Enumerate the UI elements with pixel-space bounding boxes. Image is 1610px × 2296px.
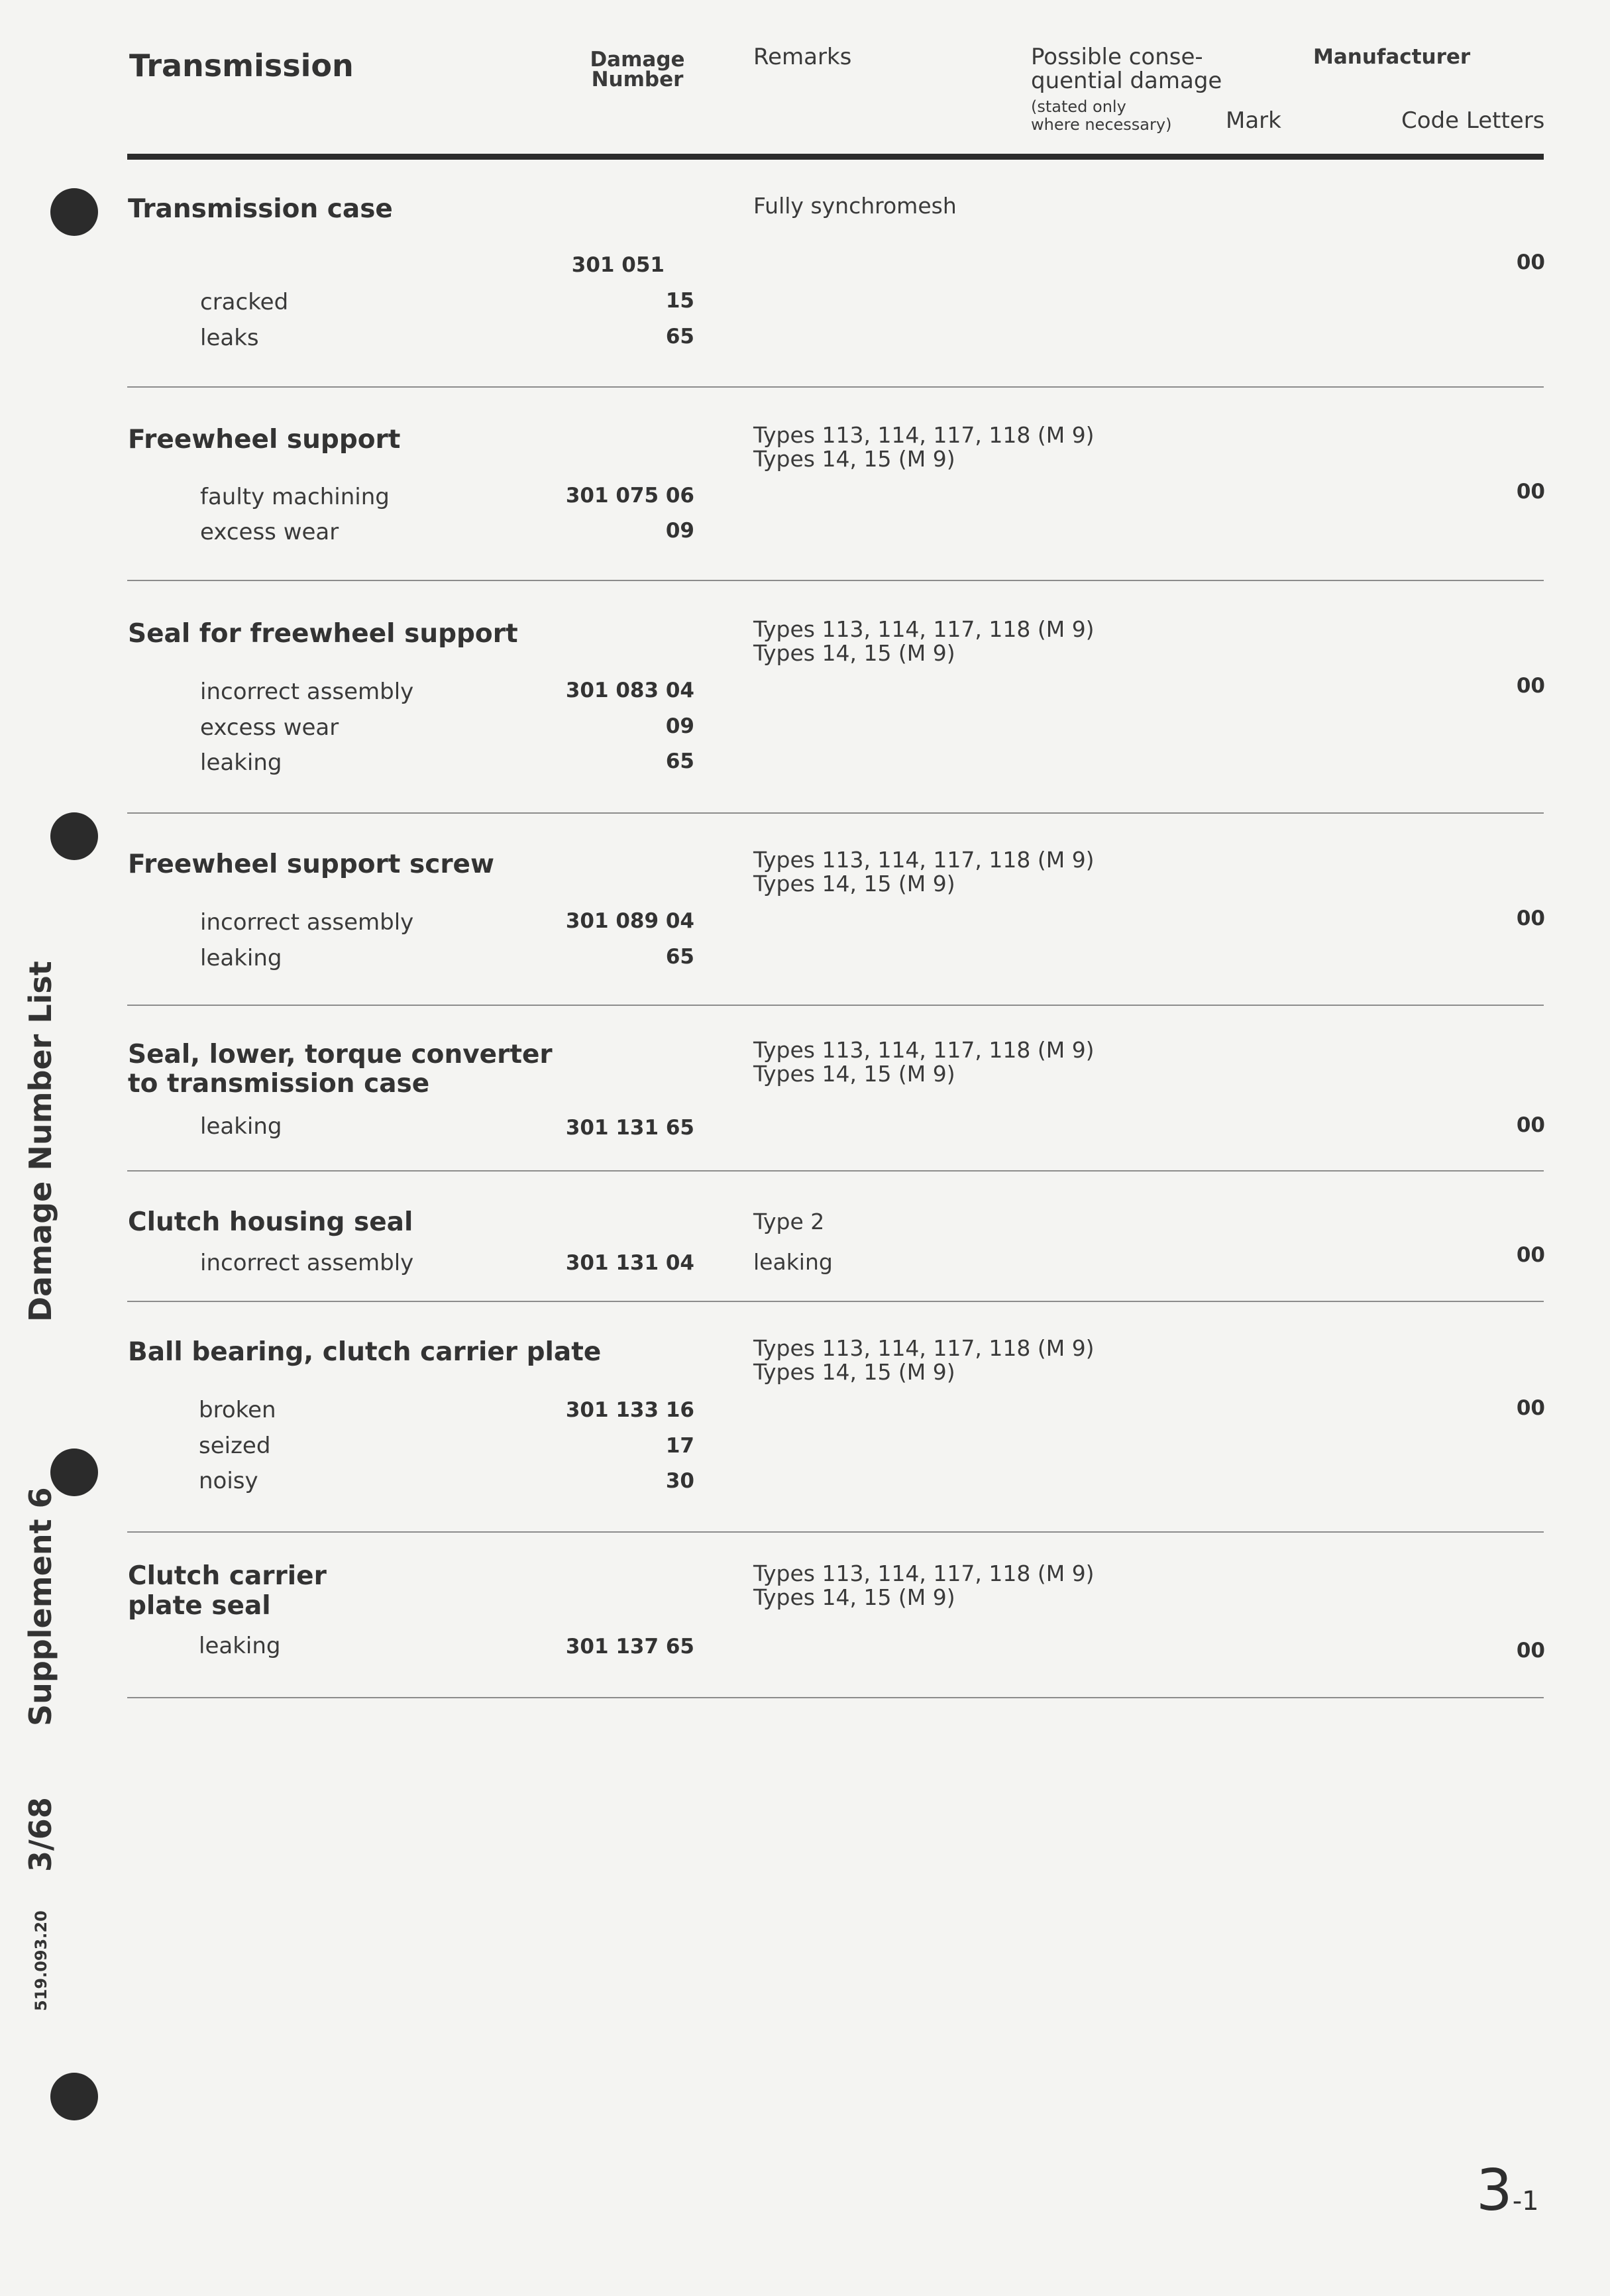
sidebar-doc-number: 519.093.20 [32, 1910, 50, 2011]
manufacturer-heading: Manufacturer [1313, 45, 1471, 69]
code-letters: 00 [1516, 1396, 1545, 1420]
section-remark: Types 14, 15 (M 9) [753, 640, 955, 666]
damage-item-number: 301 137 65 [565, 1635, 694, 1659]
section-remark: Fully synchromesh [753, 193, 957, 219]
damage-item-number: 301 131 04 [565, 1251, 694, 1275]
damage-item-label: excess wear [200, 519, 339, 545]
damage-number-heading-line1: Damage [590, 48, 685, 72]
section-divider [127, 1005, 1544, 1006]
section-title: Seal for freewheel support [128, 619, 518, 649]
stated-note-line1: (stated only [1031, 97, 1126, 116]
section-title-line2: to transmission case [128, 1069, 430, 1099]
section-title: Freewheel support screw [128, 849, 495, 879]
page-title: Transmission [129, 48, 354, 83]
damage-number-heading [578, 48, 697, 91]
code-letters: 00 [1516, 1639, 1545, 1663]
damage-item-number: 17 [665, 1434, 694, 1458]
damage-item-label: seized [199, 1433, 271, 1459]
section-remark: Types 14, 15 (M 9) [753, 1359, 955, 1385]
damage-item-label: incorrect assembly [200, 679, 414, 705]
section-title: Ball bearing, clutch carrier plate [128, 1337, 602, 1367]
damage-number-base: 301 051 [571, 253, 665, 277]
section-remark: Type 2 [753, 1209, 825, 1234]
section-remark: Types 14, 15 (M 9) [753, 446, 955, 472]
code-letters: 00 [1516, 1243, 1545, 1267]
header-rule [127, 154, 1544, 160]
section-title-line1: Seal, lower, torque converter [128, 1040, 553, 1069]
section-remark: Types 113, 114, 117, 118 (M 9) [753, 616, 1095, 642]
damage-item-label: noisy [199, 1468, 258, 1494]
damage-item-number: 09 [665, 519, 694, 543]
code-letters: 00 [1516, 250, 1545, 274]
damage-item-number: 301 133 16 [565, 1398, 694, 1422]
sidebar-date: 3/68 [23, 1797, 58, 1872]
damage-item-label: broken [199, 1397, 276, 1423]
remarks-heading: Remarks [753, 44, 852, 70]
damage-item-label: leaking [200, 1113, 282, 1140]
code-letters: 00 [1516, 906, 1545, 930]
damage-item-number: 65 [665, 945, 694, 969]
section-remark: Types 113, 114, 117, 118 (M 9) [753, 1335, 1095, 1361]
sidebar-list-title: Damage Number List [23, 961, 58, 1322]
damage-item-number: 301 075 06 [565, 484, 694, 508]
consequential-heading-line2: quential damage [1031, 68, 1222, 94]
section-title-line1: Clutch carrier [128, 1561, 327, 1591]
binder-hole [50, 2073, 98, 2120]
damage-item-number: 09 [665, 714, 694, 738]
section-divider [127, 386, 1544, 388]
damage-item-number: 65 [665, 749, 694, 773]
damage-item-label: leaking [200, 945, 282, 971]
section-remark: leaking [753, 1249, 833, 1275]
section-divider [127, 1697, 1544, 1698]
section-remark: Types 113, 114, 117, 118 (M 9) [753, 1037, 1095, 1063]
damage-item-label: excess wear [200, 714, 339, 741]
section-remark: Types 14, 15 (M 9) [753, 1061, 955, 1087]
damage-item-label: leaks [200, 325, 259, 351]
code-letters: 00 [1516, 1113, 1545, 1137]
sidebar-supplement: Supplement 6 [23, 1487, 58, 1726]
damage-item-number: 301 089 04 [565, 909, 694, 933]
consequential-heading-line1: Possible conse- [1031, 44, 1203, 70]
damage-item-label: cracked [200, 289, 289, 315]
binder-hole [50, 188, 98, 236]
code-letters-heading: Code Letters [1401, 107, 1545, 134]
damage-item-label: faulty machining [200, 484, 390, 510]
binder-hole [50, 812, 98, 860]
damage-item-number: 15 [665, 289, 694, 313]
code-letters: 00 [1516, 480, 1545, 504]
damage-item-number: 30 [665, 1469, 694, 1493]
code-letters: 00 [1516, 674, 1545, 698]
mark-heading: Mark [1226, 107, 1281, 134]
stated-note [1031, 98, 1171, 134]
section-title: Clutch housing seal [128, 1207, 413, 1237]
section-divider [127, 1301, 1544, 1302]
damage-item-label: incorrect assembly [200, 909, 414, 936]
page-number-main: 3 [1476, 2158, 1513, 2224]
damage-item-label: leaking [199, 1633, 281, 1659]
page-number [1476, 2158, 1539, 2224]
section-remark: Types 14, 15 (M 9) [753, 1584, 955, 1610]
section-remark: Types 113, 114, 117, 118 (M 9) [753, 847, 1095, 873]
damage-item-label: incorrect assembly [200, 1250, 414, 1276]
section-title: Freewheel support [128, 425, 401, 455]
consequential-heading [1031, 45, 1222, 93]
page-number-sub: -1 [1512, 2186, 1539, 2216]
section-remark: Types 113, 114, 117, 118 (M 9) [753, 422, 1095, 448]
stated-note-line2: where necessary) [1031, 115, 1172, 134]
section-title-line2: plate seal [128, 1591, 271, 1621]
damage-item-number: 65 [665, 325, 694, 349]
section-remark: Types 113, 114, 117, 118 (M 9) [753, 1560, 1095, 1586]
section-divider [127, 1170, 1544, 1172]
damage-item-label: leaking [200, 749, 282, 776]
section-divider [127, 812, 1544, 814]
damage-item-number: 301 131 65 [565, 1116, 694, 1140]
section-remark: Types 14, 15 (M 9) [753, 871, 955, 897]
section-divider [127, 1531, 1544, 1533]
damage-number-heading-line2: Number [591, 68, 684, 91]
damage-item-number: 301 083 04 [565, 679, 694, 702]
section-divider [127, 580, 1544, 581]
section-title: Transmission case [128, 194, 393, 224]
